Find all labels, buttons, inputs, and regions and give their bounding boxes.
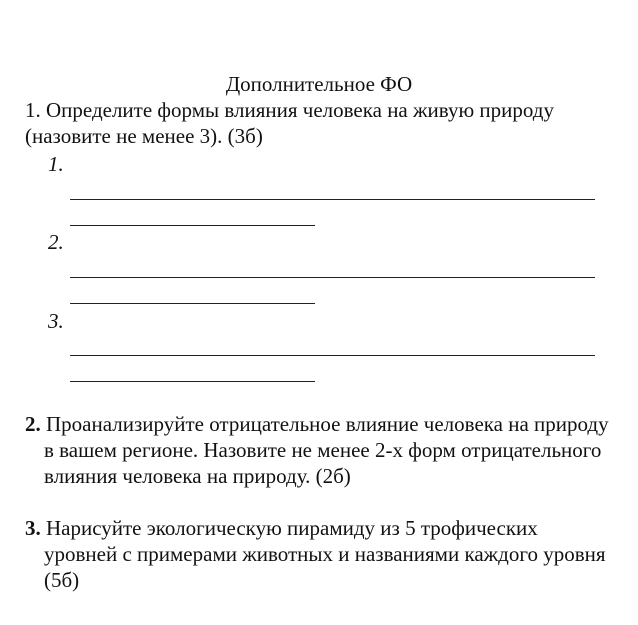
question-3 [25, 515, 615, 593]
page-title: Дополнительное ФО [225, 72, 413, 96]
question-1-line-1: 1. Определите формы влияния человека на живую природу [25, 98, 554, 122]
question-2-number: 2. [25, 412, 46, 436]
question-1-line-2: (назовите не менее 3). (3б) [25, 124, 263, 148]
answer-2-line-short [70, 303, 315, 304]
question-2 [25, 411, 615, 489]
answer-3-line-short [70, 381, 315, 382]
answer-1-line-short [70, 225, 315, 226]
question-1 [25, 97, 625, 149]
answer-1-number: 1. [48, 152, 64, 176]
question-2-text: Проанализируйте отрицательное влияние человека на природу в вашем регионе. Назовите не менее 2-х форм отрицательного влияния человека на природу. (2б) [44, 412, 609, 488]
answer-3-line-long [70, 355, 595, 356]
answer-2-line-long [70, 277, 595, 278]
answer-3-number: 3. [48, 309, 64, 333]
answer-2-number: 2. [48, 230, 64, 254]
question-3-text: Нарисуйте экологическую пирамиду из 5 трофических уровней с примерами животных и названиями каждого уровня (5б) [44, 516, 606, 592]
answer-1-line-long [70, 199, 595, 200]
question-3-number: 3. [25, 516, 46, 540]
